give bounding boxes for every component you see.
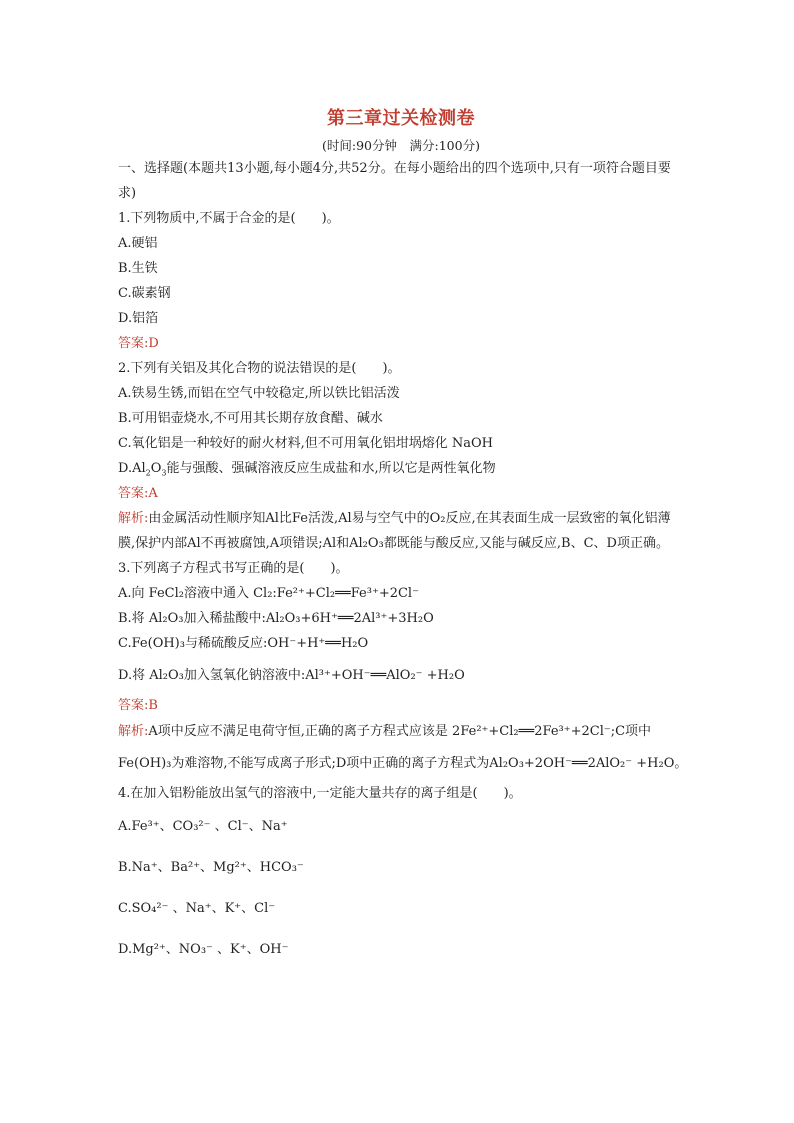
q3-stem: 3.下列离子方程式书写正确的是( )。 [118,561,349,576]
q4-option-b: B.Na⁺、Ba²⁺、Mg²⁺、HCO₃⁻ [118,860,304,875]
q1-option-d: D.铝箔 [118,311,159,326]
q1-option-c: C.碳素钢 [118,286,171,301]
q2-analysis: 解析:由金属活动性顺序知Al比Fe活泼,Al易与空气中的O₂反应,在其表面生成一层致密的氧化铝薄膜,保护内部Al不再被腐蚀,A项错误;Al和Al₂O₃都既能与酸反应,又能与碱反应,B、C、D项正确。 [118,511,671,551]
q2-option-c: C.氧化铝是一种较好的耐火材料,但不可用氧化铝坩埚熔化 NaOH [118,436,494,451]
q1-option-b: B.生铁 [118,261,158,276]
section-header: 一、选择题(本题共13小题,每小题4分,共52分。在每小题给出的四个选项中,只有一项符合题目要求) [118,161,671,201]
q4-option-c: C.SO₄²⁻ 、Na⁺、K⁺、Cl⁻ [118,901,276,916]
page-title: 第三章过关检测卷 [327,108,475,129]
q4-option-d: D.Mg²⁺、NO₃⁻ 、K⁺、OH⁻ [118,942,289,957]
q3-option-c: C.Fe(OH)₃与稀硫酸反应:OH⁻+H⁺══H₂O [118,636,369,651]
q3-option-d: D.将 Al₂O₃加入氢氧化钠溶液中:Al³⁺+OH⁻══AlO₂⁻ +H₂O [118,668,465,683]
q4-option-a: A.Fe³⁺、CO₃²⁻ 、Cl⁻、Na⁺ [118,819,288,834]
q2-option-d: $D.Al_2O_3$能与强酸、强碱溶液反应生成盐和水,所以它是两性氧化物 [118,461,496,478]
q2-analysis-label: 解析: [118,511,149,526]
q2-answer: 答案:A [118,486,158,501]
q2-option-b: B.可用铝壶烧水,不可用其长期存放食醋、碱水 [118,411,383,426]
q1-option-a: A.硬铝 [118,236,158,251]
q1-stem: 1.下列物质中,不属于合金的是( )。 [118,211,340,226]
document-page [118,104,688,970]
q3-answer: 答案:B [118,698,158,713]
q3-analysis-label: 解析: [118,724,149,739]
exam-info: (时间:90分钟 满分:100分) [322,138,480,153]
q4-stem: 4.在加入铝粉能放出氢气的溶液中,一定能大量共存的离子组是( )。 [118,786,522,801]
q3-analysis-line1: 解析:A项中反应不满足电荷守恒,正确的离子方程式应该是 2Fe²⁺+Cl₂══2Fe³⁺+2Cl⁻;C项中 [118,724,652,739]
q3-option-a: A.向 FeCl₂溶液中通入 Cl₂:Fe²⁺+Cl₂══Fe³⁺+2Cl⁻ [118,586,419,601]
q3-analysis-line2: Fe(OH)₃为难溶物,不能写成离子形式;D项中正确的离子方程式为Al₂O₃+2OH⁻══2AlO₂⁻ +H₂O。 [118,756,688,771]
q1-answer: 答案:D [118,336,159,351]
q2-stem: 2.下列有关铝及其化合物的说法错误的是( )。 [118,361,401,376]
q3-option-b: B.将 Al₂O₃加入稀盐酸中:Al₂O₃+6H⁺══2Al³⁺+3H₂O [118,611,434,626]
q2-option-a: A.铁易生锈,而铝在空气中较稳定,所以铁比铝活泼 [118,386,400,401]
